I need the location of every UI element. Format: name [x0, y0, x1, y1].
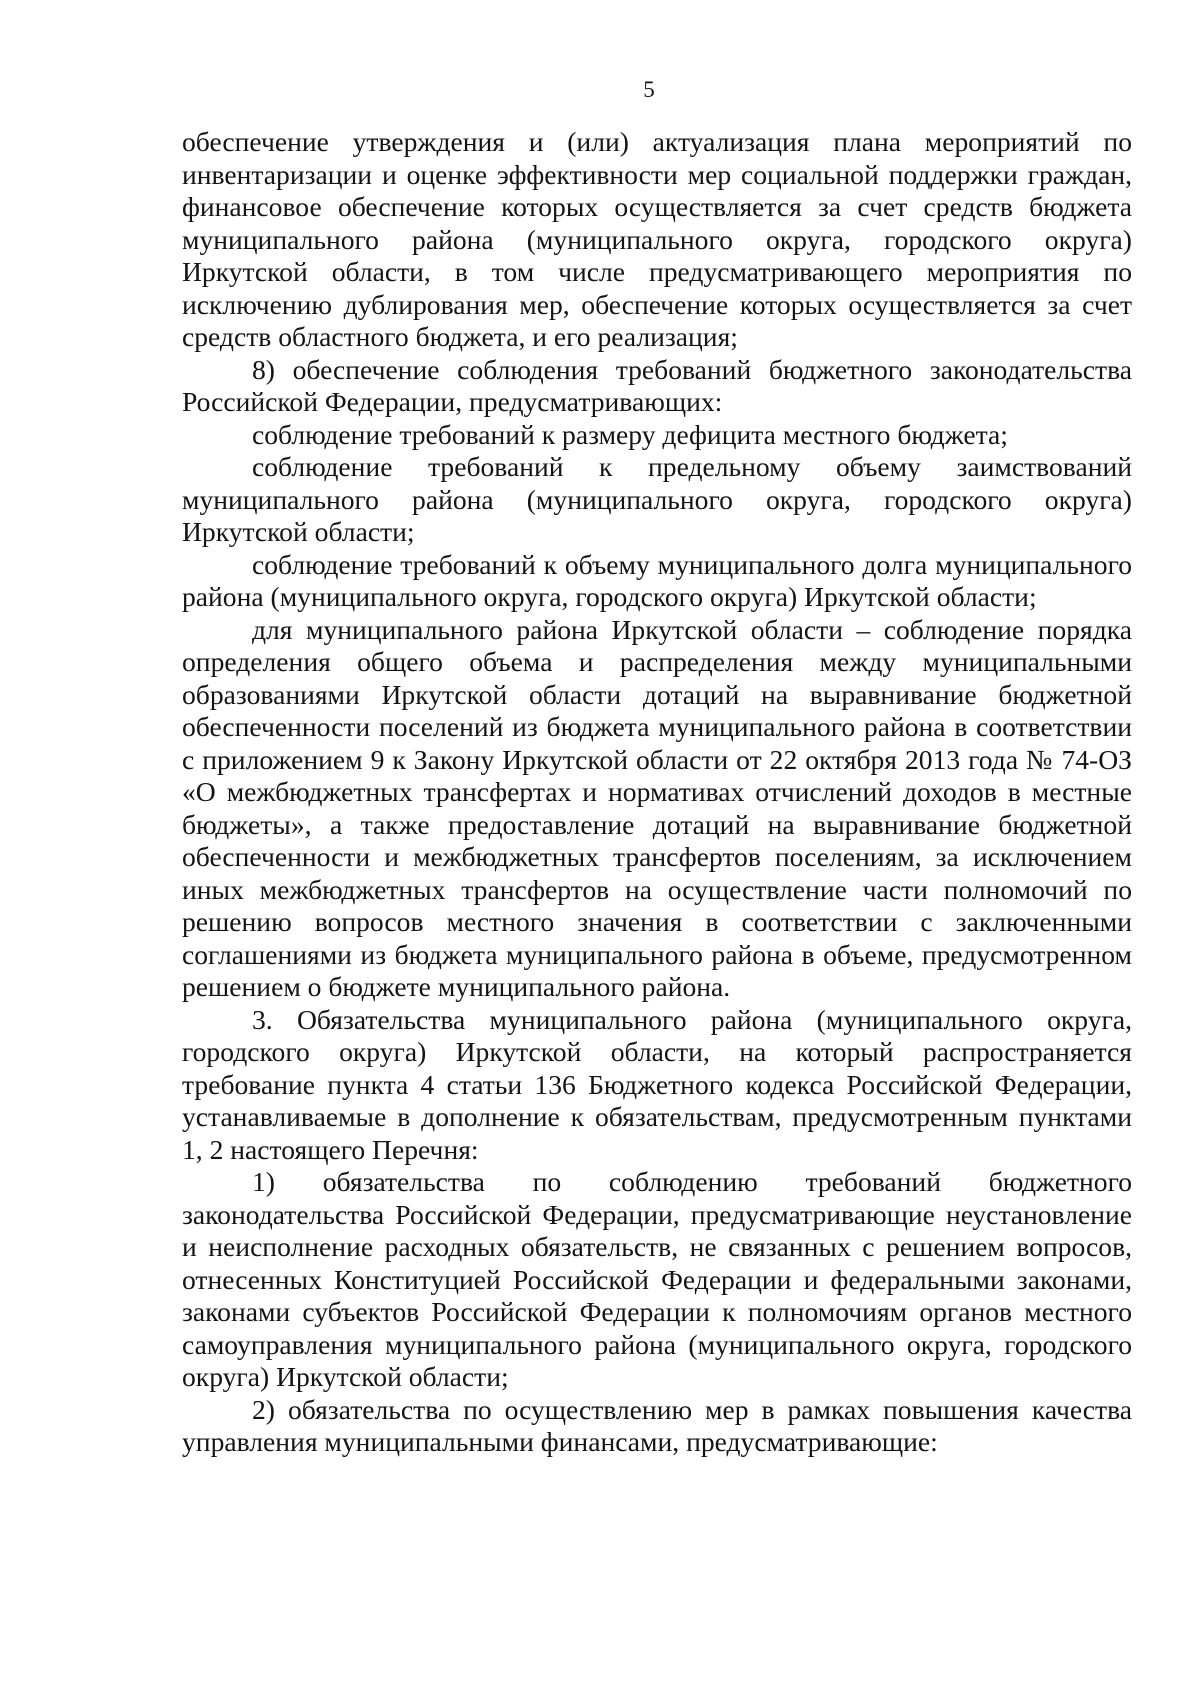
paragraph-borrowing-limit: соблюдение требований к предельному объему заимствований муниципального района (муниципального округа, городского округа) Иркутской области; — [182, 451, 1132, 547]
paragraph-section-3-item-1: 1) обязательства по соблюдению требований бюджетного законодательства Российской Федерации, предусматривающие неустановление и неисполнение расходных обязательств, не связанных с решением вопросов, отнесенных Конституцией Российской Федерации и федеральными законами, законами субъектов Российской Федерации к полномочиям органов местного самоуправления муниципального района (муниципального округа, городского округа) Иркутской области; — [182, 1166, 1132, 1392]
paragraph-deficit-requirements: соблюдение требований к размеру дефицита местного бюджета; — [252, 418, 1008, 450]
paragraph-municipal-debt: соблюдение требований к объему муниципального долга муниципального района (муниципального округа, городского округа) Иркутской области; — [182, 548, 1132, 612]
paragraph-equalization-subsidies: для муниципального района Иркутской области – соблюдение порядка определения общего объема и распределения между муниципальными образованиями Иркутской области дотаций на выравнивание бюджетной обеспеченности поселений из бюджета муниципального района в соответствии с приложением 9 к Закону Иркутской области от 22 октября 2013 года № 74-ОЗ «О межбюджетных трансфертах и нормативах отчислений доходов в местные бюджеты», а также предоставление дотаций на выравнивание бюджетной обеспеченности и межбюджетных трансфертов поселениям, за исключением иных межбюджетных трансфертов на осуществление части полномочий по решению вопросов местного значения в соответствии с заключенными соглашениями из бюджета муниципального района в объеме, предусмотренном решением о бюджете муниципального района. — [182, 613, 1132, 1002]
paragraph-section-3: 3. Обязательства муниципального района (муниципального округа, городского округа) Иркутской области, на который распространяется требование пункта 4 статьи 136 Бюджетного кодекса Российской Федерации, устанавливаемые в дополнение к обязательствам, предусмотренным пунктами 1, 2 настоящего Перечня: — [182, 1003, 1132, 1165]
page-number: 5 — [643, 77, 655, 102]
paragraph-social-support-inventory: обеспечение утверждения и (или) актуализация плана мероприятий по инвентаризации и оценке эффективности мер социальной поддержки граждан, финансовое обеспечение которых осуществляется за счет средств бюджета муниципального района (муниципального округа, городского округа) Иркутской области, в том числе предусматривающего мероприятия по исключению дублирования мер, обеспечение которых осуществляется за счет средств областного бюджета, и его реализация; — [182, 126, 1132, 352]
document-body — [182, 126, 1132, 1459]
paragraph-item-8: 8) обеспечение соблюдения требований бюджетного законодательства Российской Федерации, предусматривающих: — [182, 353, 1132, 417]
paragraph-section-3-item-2: 2) обязательства по осуществлению мер в рамках повышения качества управления муниципальными финансами, предусматривающие: — [182, 1393, 1132, 1457]
